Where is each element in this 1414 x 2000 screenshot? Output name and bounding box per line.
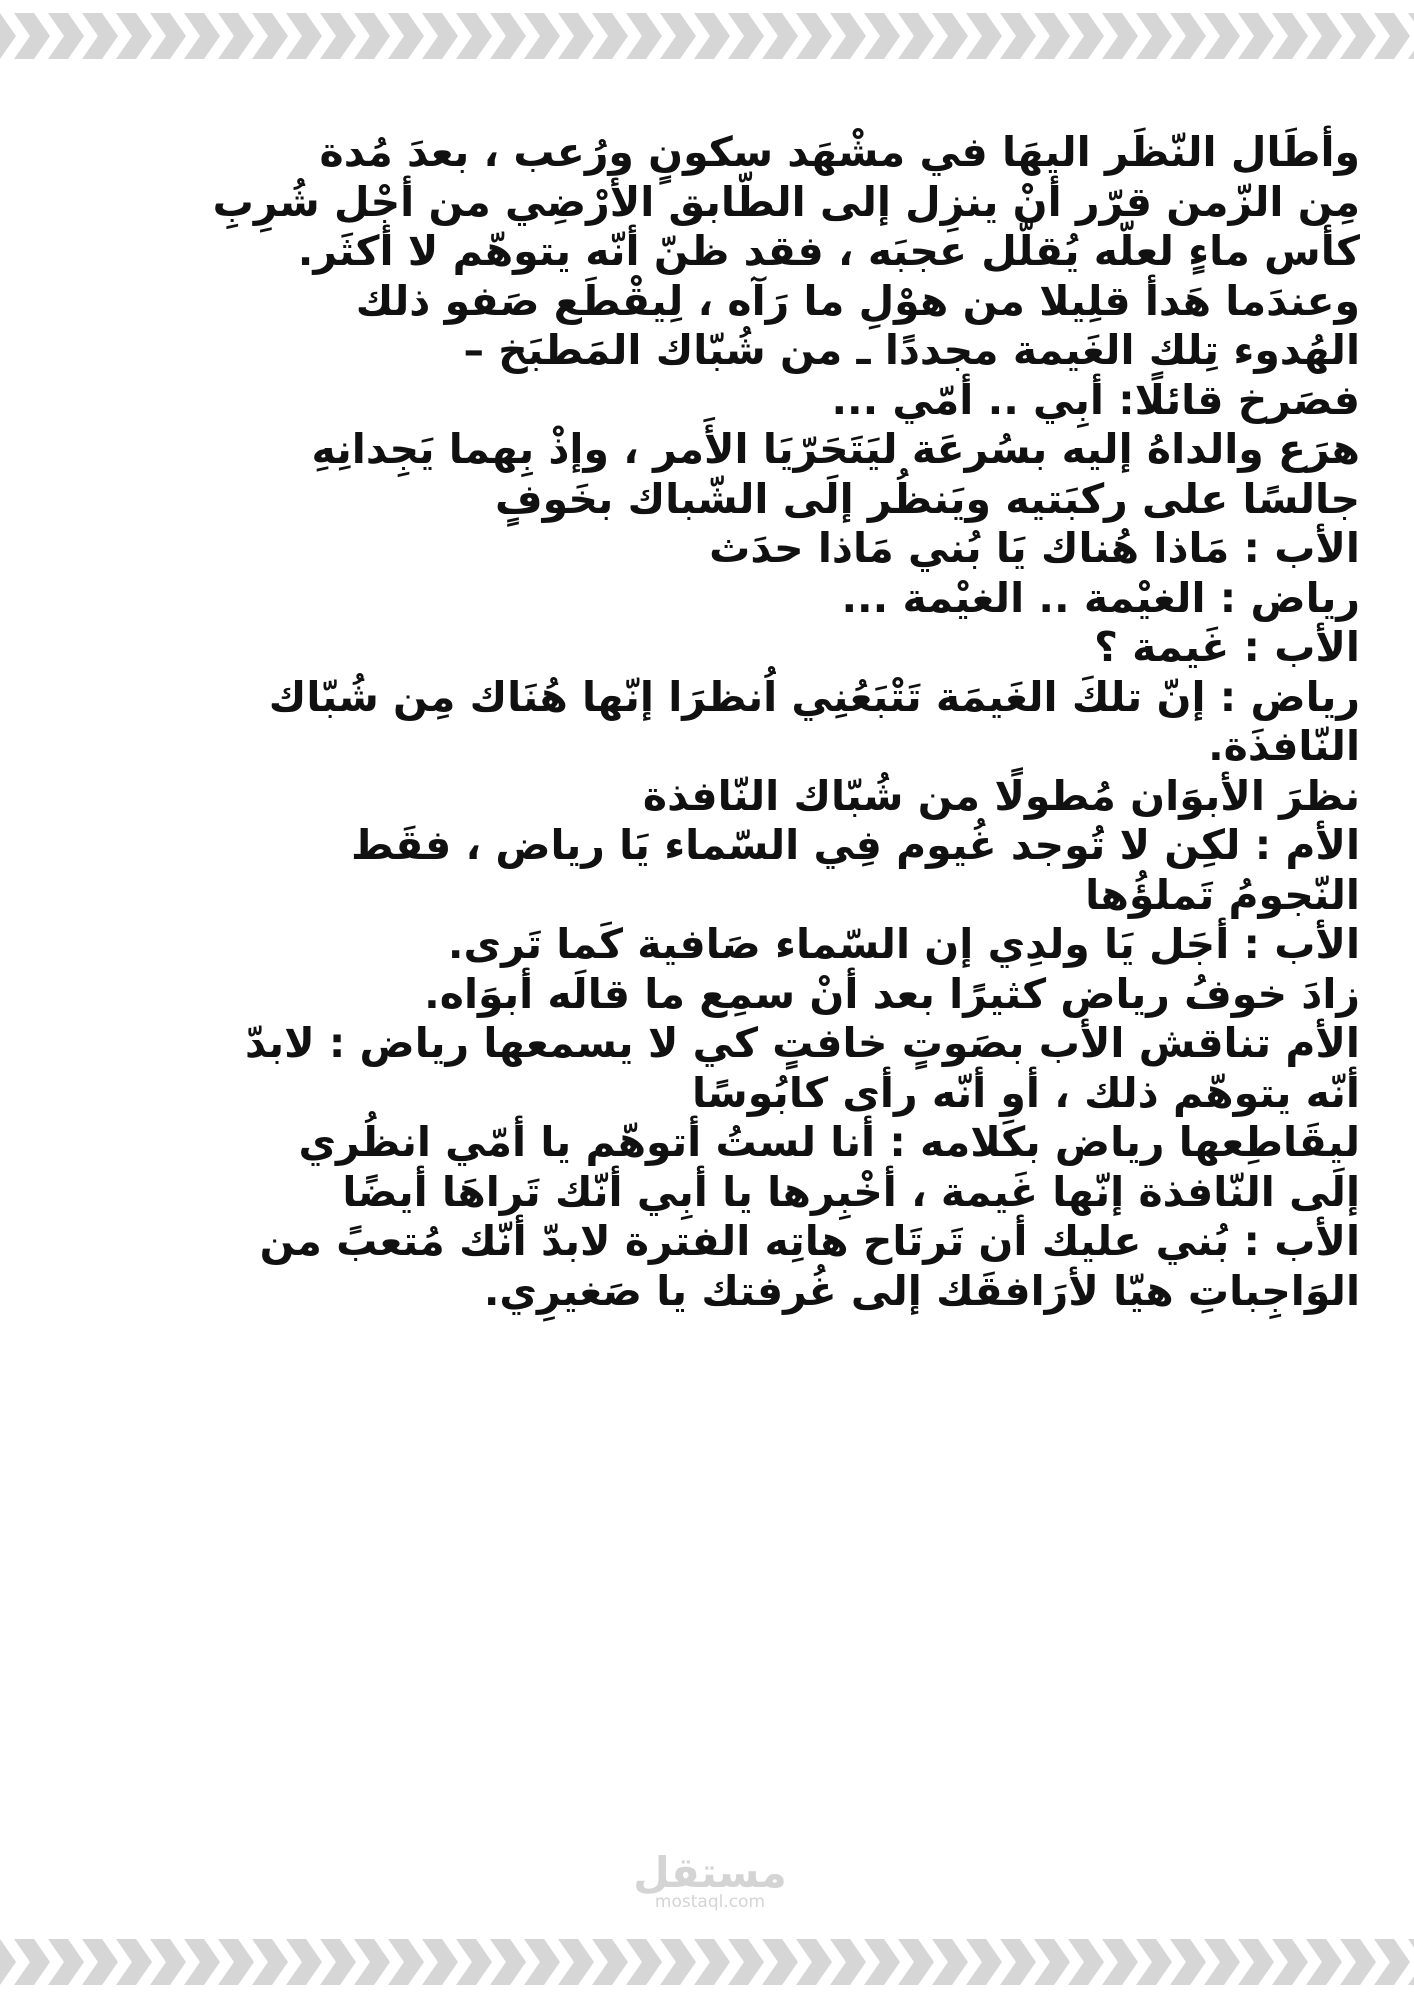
story-line: الأم تناقش الأب بصَوتٍ خافتٍ كي لا يسمعها رياض : لابدّ (245, 1019, 1360, 1067)
chevron-shape (252, 1939, 288, 1985)
chevron-shape (592, 1939, 628, 1985)
watermark-name: مستقل (633, 1848, 787, 1897)
chevron-shape (694, 1939, 730, 1985)
chevron-shape (558, 1939, 594, 1985)
chevron-shape (1306, 13, 1342, 59)
chevron-shape (660, 13, 696, 59)
chevron-shape (354, 1939, 390, 1985)
chevron-shape (1102, 1939, 1138, 1985)
chevron-shape (82, 13, 118, 59)
chevron-shape (388, 13, 424, 59)
chevron-shape (320, 13, 356, 59)
chevron-shape (1374, 1939, 1410, 1985)
chevron-shape (1136, 13, 1172, 59)
chevron-shape (932, 1939, 968, 1985)
chevron-shape (252, 13, 288, 59)
chevron-shape (932, 13, 968, 59)
chevron-shape (184, 1939, 220, 1985)
chevron-shape (1238, 1939, 1274, 1985)
chevron-shape (218, 1939, 254, 1985)
chevron-shape (184, 13, 220, 59)
story-line: النّافذَة. (1208, 722, 1360, 770)
chevron-shape (422, 13, 458, 59)
chevron-shape (1272, 1939, 1308, 1985)
chevron-shape (320, 1939, 356, 1985)
story-line: الهُدوء تِلك الغَيمة مجددًا ـ من شُبّاك المَطبَخ – (463, 326, 1360, 374)
chevron-border-bottom-icon (0, 1926, 1414, 1998)
chevron-shape (286, 1939, 322, 1985)
chevron-shape (796, 1939, 832, 1985)
chevron-shape (524, 1939, 560, 1985)
chevron-shape (898, 13, 934, 59)
story-line: جالسًا على ركبَتيه ويَنظُر إلَى الشّباك بخَوفٍ (495, 474, 1360, 523)
chevron-shape (898, 1939, 934, 1985)
chevron-shape (1340, 1939, 1376, 1985)
story-line: زادَ خوفُ رياض كثيرًا بعد أنْ سمِع ما قالَه أبوَاه. (424, 969, 1360, 1018)
chevron-shape (966, 13, 1002, 59)
chevron-shape (1374, 13, 1410, 59)
story-line: إلَى النّافذة إنّها غَيمة ، أخْبِرها يا أبِي أنّك تَراهَا أيضًا (342, 1167, 1360, 1216)
story-line: الأب : مَاذا هُناك يَا بُني مَاذا حدَث (709, 524, 1360, 572)
story-text (40, 128, 1360, 1316)
chevron-shape (116, 1939, 152, 1985)
story-line: الوَاجِباتِ هيّا لأرَافقَك إلى غُرفتك يا صَغيرِي. (483, 1266, 1360, 1315)
chevron-shape (660, 1939, 696, 1985)
chevron-shape (728, 1939, 764, 1985)
chevron-shape (1034, 13, 1070, 59)
story-line: وعندَما هَدأ قلِيلا من هوْلِ ما رَآه ، لِيقْطَع صَفو ذلك (355, 276, 1360, 325)
chevron-shape (830, 1939, 866, 1985)
bottom-border-pattern (0, 1926, 1414, 1998)
chevron-shape (524, 13, 560, 59)
chevron-shape (1102, 13, 1138, 59)
story-line: النّجومُ تَملؤُها (1085, 870, 1360, 919)
story-line: الأب : غَيمة ؟ (1094, 623, 1360, 671)
chevron-shape (48, 1939, 84, 1985)
story-line: الأب : بُني عليك أن تَرتَاح هاتِه الفترة لابدّ أنّك مُتعبً من (259, 1217, 1360, 1265)
chevron-shape (490, 13, 526, 59)
chevron-shape (966, 1939, 1002, 1985)
chevron-shape (286, 13, 322, 59)
chevron-shape (1068, 13, 1104, 59)
story-line: ليقَاطِعها رياض بكَلامه : أنا لستُ أتوهّم يا أمّي انظُري (298, 1118, 1360, 1166)
chevron-shape (1306, 1939, 1342, 1985)
chevron-shape (422, 1939, 458, 1985)
story-line: فصَرخ قائلًا: أبِي .. أمّي ... (831, 375, 1360, 424)
chevron-shape (218, 13, 254, 59)
chevron-shape (1272, 13, 1308, 59)
chevron-shape (456, 1939, 492, 1985)
chevron-shape (1204, 13, 1240, 59)
chevron-shape (456, 13, 492, 59)
chevron-shape (1034, 1939, 1070, 1985)
chevron-shape (1170, 1939, 1206, 1985)
story-line: رياض : إنّ تلكَ الغَيمَة تَتْبَعُنِي اُنظرَا إنّها هُنَاك مِن شُبّاك (268, 672, 1360, 721)
chevron-shape (1238, 13, 1274, 59)
story-line: الأم : لكِن لا تُوجد غُيوم فِي السّماء يَا رياض ، فقَط (350, 821, 1360, 869)
chevron-shape (830, 13, 866, 59)
chevron-shape (48, 13, 84, 59)
chevron-shape (558, 13, 594, 59)
chevron-shape (0, 1939, 16, 1985)
chevron-shape (1000, 1939, 1036, 1985)
story-line: كأس ماءٍ لعلّه يُقلّل عجبَه ، فقد ظنّ أنّه يتوهّم لا أكثَر. (297, 227, 1360, 275)
story-line: مِن الزّمن قرّر أنْ ينزِل إلى الطّابق الأَرْضِي من أجْل شُرِبِ (212, 177, 1360, 226)
chevron-shape (694, 13, 730, 59)
chevron-shape (490, 1939, 526, 1985)
chevron-shape (1204, 1939, 1240, 1985)
top-border-pattern (0, 0, 1414, 72)
chevron-shape (626, 1939, 662, 1985)
chevron-shape (762, 1939, 798, 1985)
chevron-shape (1136, 1939, 1172, 1985)
chevron-shape (864, 1939, 900, 1985)
chevron-shape (796, 13, 832, 59)
chevron-shape (762, 13, 798, 59)
story-line: هرَع والداهُ إليه بسُرعَة ليَتَحَرّيَا الأَمر ، وإذْ بِهما يَجِدانِهِ (311, 425, 1360, 473)
chevron-shape (1000, 13, 1036, 59)
chevron-shape (592, 13, 628, 59)
chevron-shape (626, 13, 662, 59)
chevron-shape (864, 13, 900, 59)
chevron-shape (1068, 1939, 1104, 1985)
chevron-shape (388, 1939, 424, 1985)
chevron-shape (354, 13, 390, 59)
story-line: وأطَال النّظَر اليهَا في مشْهَد سكونٍ ورُعب ، بعدَ مُدة (319, 128, 1360, 176)
chevron-shape (1170, 13, 1206, 59)
chevron-shape (82, 1939, 118, 1985)
story-line: أنّه يتوهّم ذلك ، أو أنّه رأى كابُوسًا (692, 1068, 1360, 1117)
chevron-shape (150, 1939, 186, 1985)
chevron-shape (0, 13, 16, 59)
chevron-shape (14, 1939, 50, 1985)
chevron-shape (14, 13, 50, 59)
watermark-url: mostaql.com (654, 1892, 766, 1912)
chevron-border-top-icon (0, 0, 1414, 72)
watermark-logo (600, 1848, 820, 1938)
chevron-shape (1340, 13, 1376, 59)
chevron-shape (116, 13, 152, 59)
chevron-shape (728, 13, 764, 59)
chevron-shape (150, 13, 186, 59)
story-line: رياض : الغيْمة .. الغيْمة ... (841, 573, 1360, 622)
story-line: الأب : أجَل يَا ولدِي إن السّماء صَافية كَما تَرى. (447, 920, 1360, 968)
story-line: نظرَ الأبوَان مُطولًا من شُبّاك النّافذة (642, 771, 1360, 820)
